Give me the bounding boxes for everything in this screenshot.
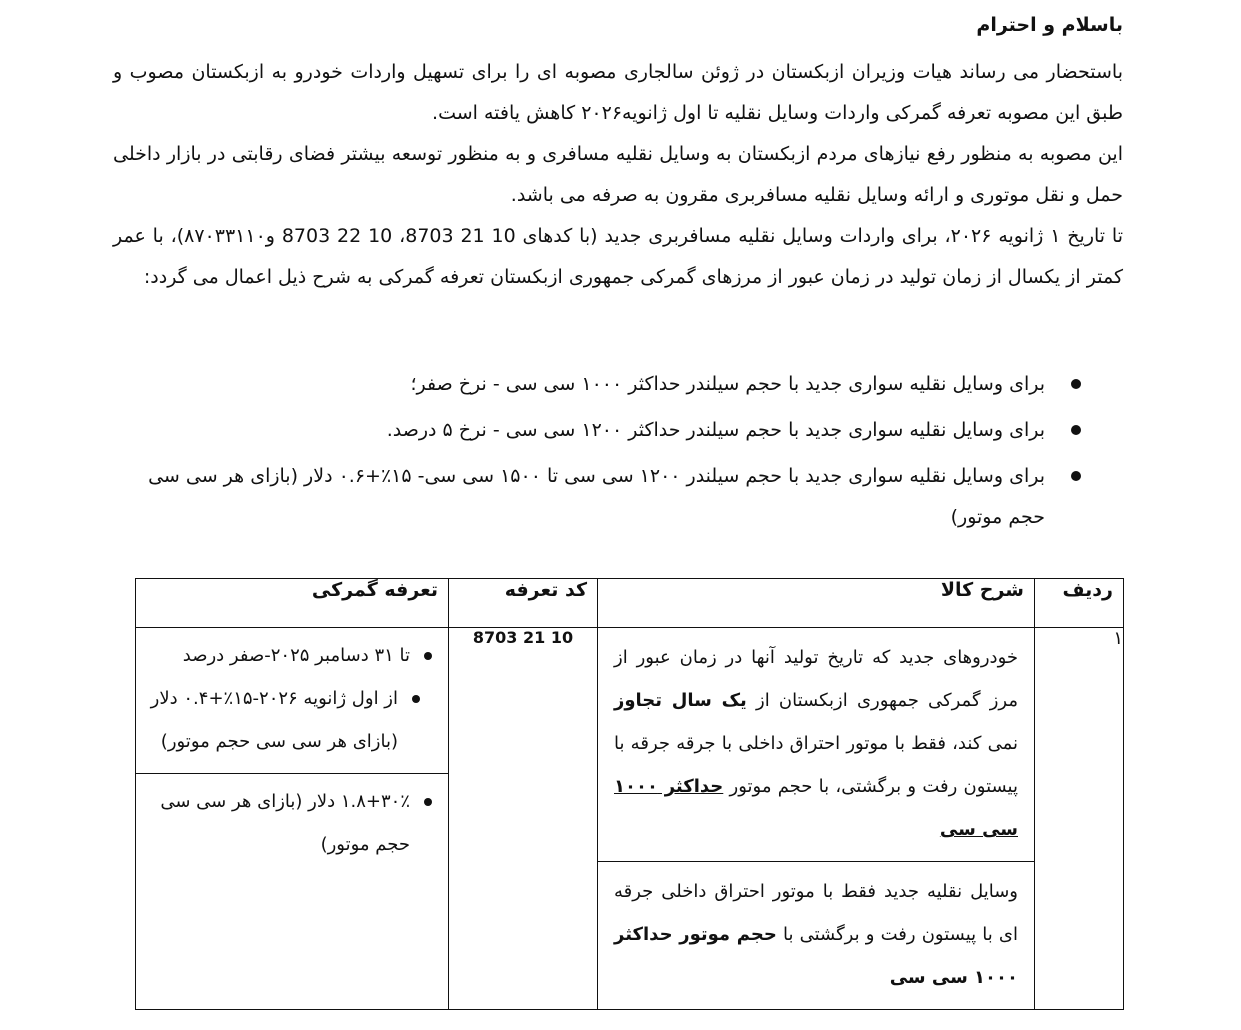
bullet-icon: [412, 695, 420, 703]
header-tariff-code: کد تعرفه: [449, 579, 598, 628]
paragraph-1: باستحضار می رساند هیات وزیران ازبکستان در ژوئن سالجاری مصوبه ای را برای تسهیل واردات خودرو به ازبکستان مصوب و طبق این مصوبه تعرفه گمرکی واردات وسایل نقلیه تا اول ژانویه۲۰۲۶ کاهش یافته است.: [113, 61, 1123, 124]
tariff-block-1: [136, 628, 448, 773]
bullet-text: برای وسایل نقلیه سواری جدید با حجم سیلندر حداکثر ۱۲۰۰ سی سی - نرخ ۵ درصد.: [386, 419, 1045, 441]
bullet-icon: [1071, 379, 1081, 389]
tariff-list-1: [146, 634, 434, 763]
desc2-bold: حجم موتور حداکثر ۱۰۰۰ سی سی: [614, 924, 1018, 988]
bullet-text: برای وسایل نقلیه سواری جدید با حجم سیلندر ۱۲۰۰ سی سی تا ۱۵۰۰ سی سی- ۱۵٪+۰.۶ دلار (بازای هر سی سی حجم موتور): [148, 465, 1045, 528]
table-row: [136, 628, 1124, 1010]
paragraph-2: این مصوبه به منظور رفع نیازهای مردم ازبکستان به وسایل نقلیه مسافری و به منظور توسعه بیشتر فضای رقابتی در بازار داخلی حمل و نقل موتوری و ارائه وسایل نقلیه مسافربری مقرون به صرفه می باشد.: [113, 143, 1123, 206]
tariff-code-cell: 8703 21 10: [449, 628, 598, 1010]
letter-body: [113, 52, 1123, 298]
tariff-text: ۳۰٪+۱.۸ دلار (بازای هر سی سی حجم موتور): [160, 791, 410, 855]
paragraph-3: تا تاریخ ۱ ژانویه ۲۰۲۶، برای واردات وسایل نقلیه مسافربری جدید (با کدهای 10 21 8703، 10 22 8703 و۸۷۰۳۳۱۱۰)، با عمر کمتر از یکسال از زمان تولید در زمان عبور از مرزهای گمرکی جمهوری ازبکستان تعرفه گمرکی به شرح ذیل اعمال می گردد:: [113, 225, 1124, 288]
bullet-icon: [424, 798, 432, 806]
bullet-text: برای وسایل نقلیه سواری جدید با حجم سیلندر حداکثر ۱۰۰۰ سی سی - نرخ صفر؛: [410, 373, 1045, 395]
description-cell: [598, 628, 1035, 1010]
desc1-text: خودروهای جدید که تاریخ تولید آنها در زمان عبور از مرز گمرکی جمهوری ازبکستان از: [614, 647, 1019, 711]
description-block-2: [598, 861, 1034, 1009]
tariff-block-2: [136, 773, 448, 876]
tariff-text: از اول ژانویه ۲۰۲۶-۱۵٪+۰.۴ دلار (بازای هر سی سی حجم موتور): [150, 688, 398, 752]
header-customs-tariff: تعرفه گمرکی: [136, 579, 449, 628]
tariff-bullet-list: [113, 364, 1081, 543]
bullet-icon: [1071, 425, 1081, 435]
bullet-icon: [424, 652, 432, 660]
customs-tariff-cell: [136, 628, 449, 1010]
description-block-1: [598, 628, 1034, 861]
desc1-bold: یک سال تجاوز: [614, 690, 747, 711]
bullet-icon: [1071, 471, 1081, 481]
tariff-list-2: [146, 780, 434, 866]
header-row-number: ردیف: [1035, 579, 1124, 628]
desc1-bold-underlined: حداکثر ۱۰۰۰ سی سی: [614, 776, 1018, 840]
list-item: [146, 677, 434, 763]
bullet-item: [113, 456, 1081, 538]
list-item: [146, 780, 434, 866]
row-number-cell: ۱: [1035, 628, 1124, 1010]
tariff-text: تا ۳۱ دسامبر ۲۰۲۵-صفر درصد: [182, 645, 410, 666]
table-header-row: [136, 579, 1124, 628]
header-description: شرح کالا: [598, 579, 1035, 628]
desc1-text-2: نمی کند، فقط با موتور احتراق داخلی با جرقه جرقه با پیستون رفت و برگشتی، با حجم موتور: [614, 733, 1019, 797]
bullet-item: [113, 410, 1081, 451]
greeting: باسلام و احترام: [976, 14, 1123, 36]
tariff-table: [135, 578, 1124, 1010]
list-item: [146, 634, 434, 677]
bullet-item: [113, 364, 1081, 405]
desc2-text: وسایل نقلیه جدید فقط با موتور احتراق داخلی جرقه ای با پیستون رفت و برگشتی با: [614, 881, 1019, 945]
